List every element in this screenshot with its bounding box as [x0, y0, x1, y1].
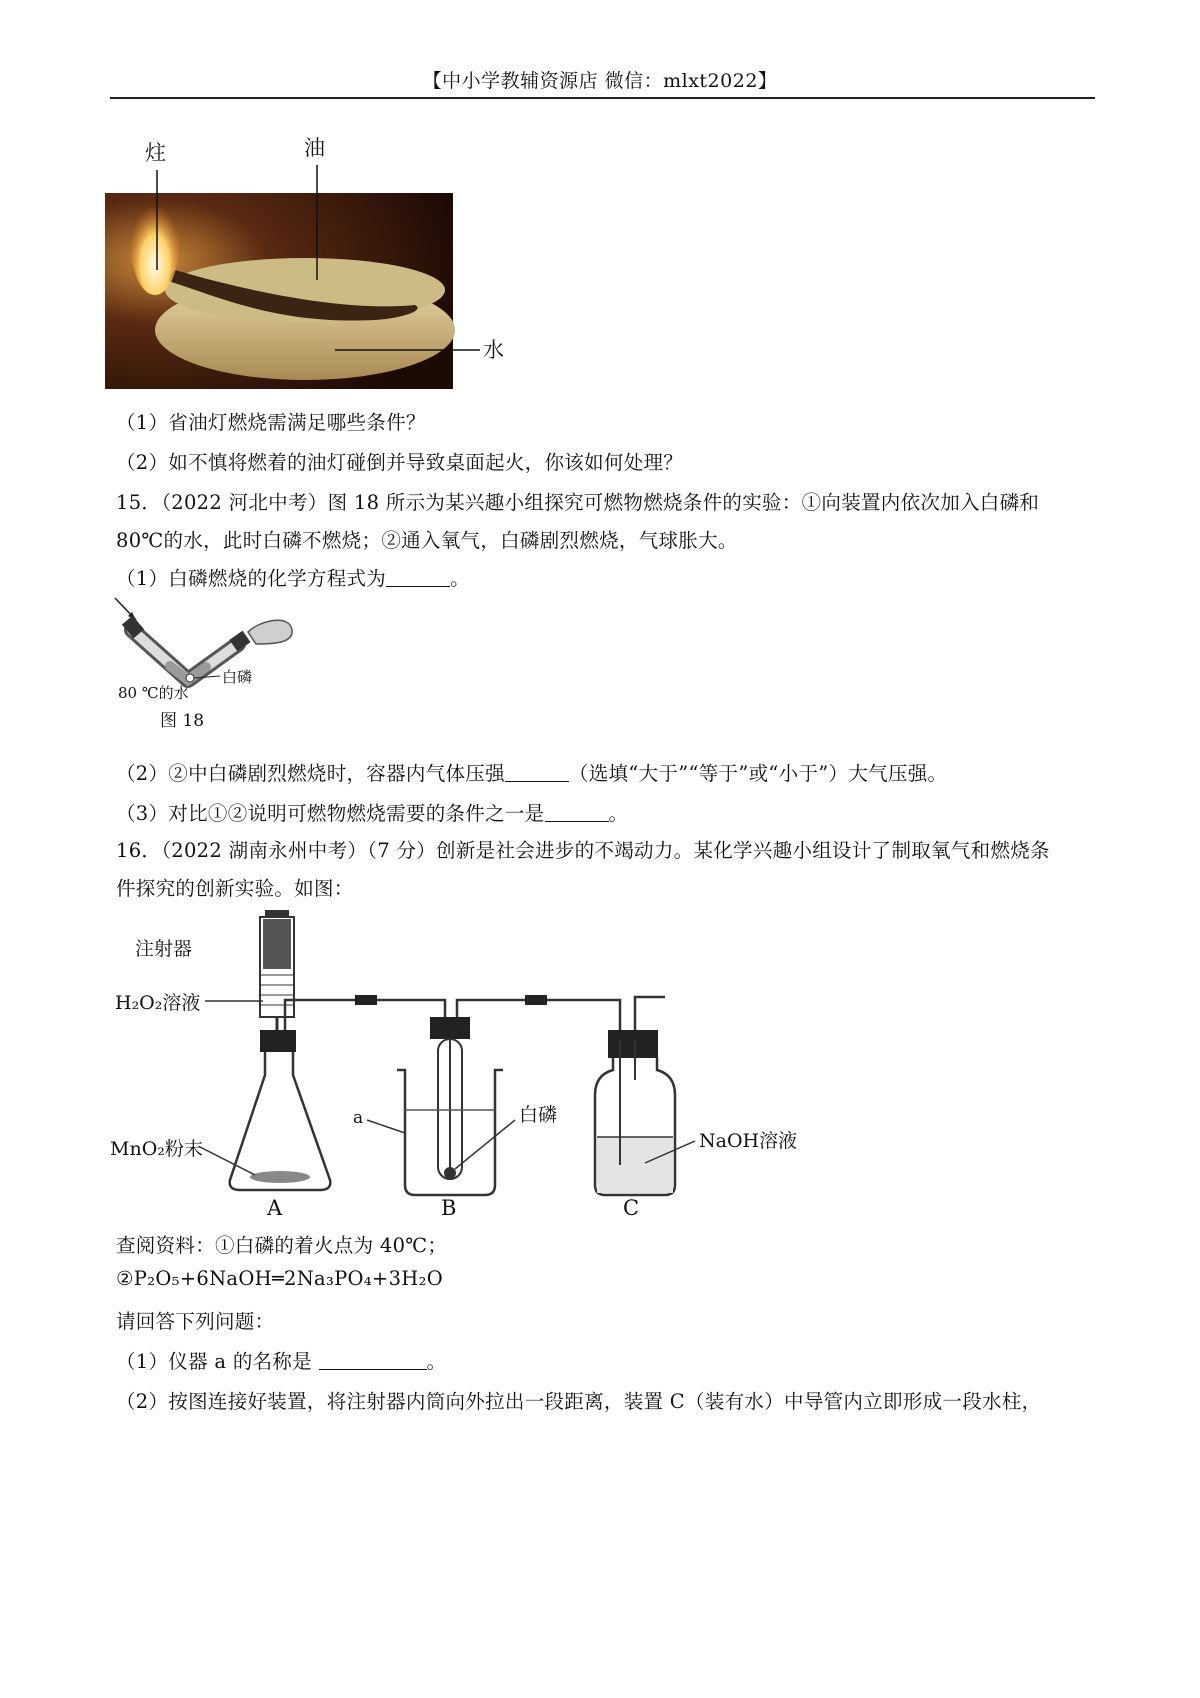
label-naoh: NaOH溶液: [699, 1130, 798, 1152]
q15-stem-line2: 80℃的水，此时白磷不燃烧；②通入氧气，白磷剧烈燃烧，气球胀大。: [116, 529, 738, 552]
label-oil: 油: [304, 136, 325, 160]
answer-blank[interactable]: [545, 803, 609, 822]
syringe-plunger: [265, 910, 289, 916]
answer-blank[interactable]: [505, 763, 569, 782]
q15-sub2: （2）②中白磷剧烈燃烧时，容器内气体压强 （选填“大于”“等于”或“小于”）大气压强。: [116, 762, 948, 785]
white-phosphorus: [186, 674, 194, 682]
page-header: 【中小学教辅资源店 微信：mlxt2022】: [422, 70, 778, 92]
q16-sub2: （2）按图连接好装置，将注射器内筒向外拉出一段距离，装置 C（装有水）中导管内立即形成一段水柱，: [116, 1390, 1042, 1413]
q16-stem-line2: 件探究的创新实验。如图：: [116, 877, 354, 900]
label-A: A: [267, 1196, 283, 1220]
label-syringe: 注射器: [135, 938, 193, 960]
label-phosphorus: 白磷: [519, 1104, 558, 1126]
header-divider: [110, 97, 1095, 99]
q16-ref-line2: ②P₂O₅+6NaOH═2Na₃PO₄+3H₂O: [116, 1267, 443, 1290]
q16-stem-line1: 16．（2022 湖南永州中考）（7 分）创新是社会进步的不竭动力。某化学兴趣小组设计了制取氧气和燃烧条: [116, 839, 1050, 862]
q15-stem-line1: 15．（2022 河北中考）图 18 所示为某兴趣小组探究可燃物燃烧条件的实验：①向装置内依次加入白磷和: [116, 491, 1040, 514]
q16-ref-line1: 查阅资料：①白磷的着火点为 40℃；: [116, 1234, 448, 1257]
q16-prompt: 请回答下列问题：: [116, 1310, 275, 1333]
q14-sub2: （2）如不慎将燃着的油灯碰倒并导致桌面起火，你该如何处理？: [116, 451, 684, 474]
lamp-flame: [131, 195, 179, 295]
white-phosphorus-b: [444, 1167, 456, 1179]
bottle-c-stopper: [608, 1030, 658, 1058]
figure-18: [110, 592, 310, 740]
apparatus-figure: [105, 905, 825, 1220]
mno2-powder: [250, 1171, 310, 1183]
label-C: C: [623, 1196, 640, 1220]
answer-blank[interactable]: [386, 568, 450, 587]
q15-sub1: （1）白磷燃烧的化学方程式为 。: [116, 567, 470, 590]
q15-sub3: （3）对比①②说明可燃物燃烧需要的条件之一是 。: [116, 802, 629, 825]
label-wick: 炷: [145, 141, 166, 165]
label-water: 水: [483, 338, 504, 362]
label-a: a: [353, 1108, 364, 1128]
answer-blank[interactable]: [319, 1351, 427, 1370]
q14-sub1: （1）省油灯燃烧需满足哪些条件？: [116, 411, 426, 434]
balloon: [248, 620, 292, 644]
tube-b-to-c: [457, 1000, 620, 1040]
test-tube-b-stopper: [430, 1017, 470, 1039]
label-B: B: [441, 1196, 457, 1220]
oil-lamp-figure: [105, 130, 545, 390]
q15-sub1-text: （1）白磷燃烧的化学方程式为: [116, 567, 387, 590]
fig18-label-phosphorus: 白磷: [222, 668, 253, 686]
fig18-label-water: 80 ℃的水: [118, 684, 189, 702]
label-h2o2: H₂O₂溶液: [115, 992, 201, 1014]
q16-sub1: （1）仪器 a 的名称是 。: [116, 1350, 447, 1373]
fig18-caption: 图 18: [160, 711, 205, 731]
flask-a-stopper: [260, 1030, 296, 1052]
label-mno2: MnO₂粉末: [110, 1138, 203, 1160]
